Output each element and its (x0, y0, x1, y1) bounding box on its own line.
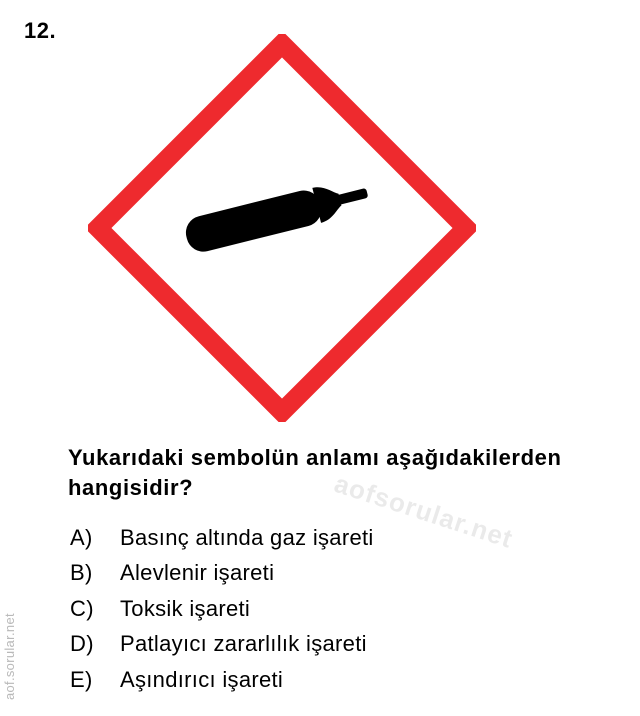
option-letter: D) (70, 631, 94, 657)
question-number: 12. (24, 18, 57, 43)
option-letter: E) (70, 666, 93, 692)
option-text: Alevlenir işareti (120, 560, 275, 586)
option-letter: C) (70, 595, 94, 621)
ghs-pictogram (88, 34, 476, 422)
option-e[interactable] (70, 662, 374, 698)
question-text: Yukarıdaki sembolün anlamı aşağıdakilerden hangisidir? (68, 445, 562, 500)
option-letter: B) (70, 560, 93, 586)
watermark-diagonal: aofsorular.net (330, 468, 517, 554)
watermark-side: aof.sorular.net (2, 613, 17, 700)
option-text: Toksik işareti (120, 595, 251, 621)
option-text: Patlayıcı zararlılık işareti (120, 631, 367, 657)
option-d[interactable] (70, 627, 374, 663)
answer-options (70, 520, 374, 698)
option-text: Aşındırıcı işareti (120, 666, 284, 692)
option-letter: A) (70, 524, 93, 550)
option-text: Basınç altında gaz işareti (120, 524, 374, 550)
option-b[interactable] (70, 556, 374, 592)
option-c[interactable] (70, 591, 374, 627)
option-a[interactable] (70, 520, 374, 556)
